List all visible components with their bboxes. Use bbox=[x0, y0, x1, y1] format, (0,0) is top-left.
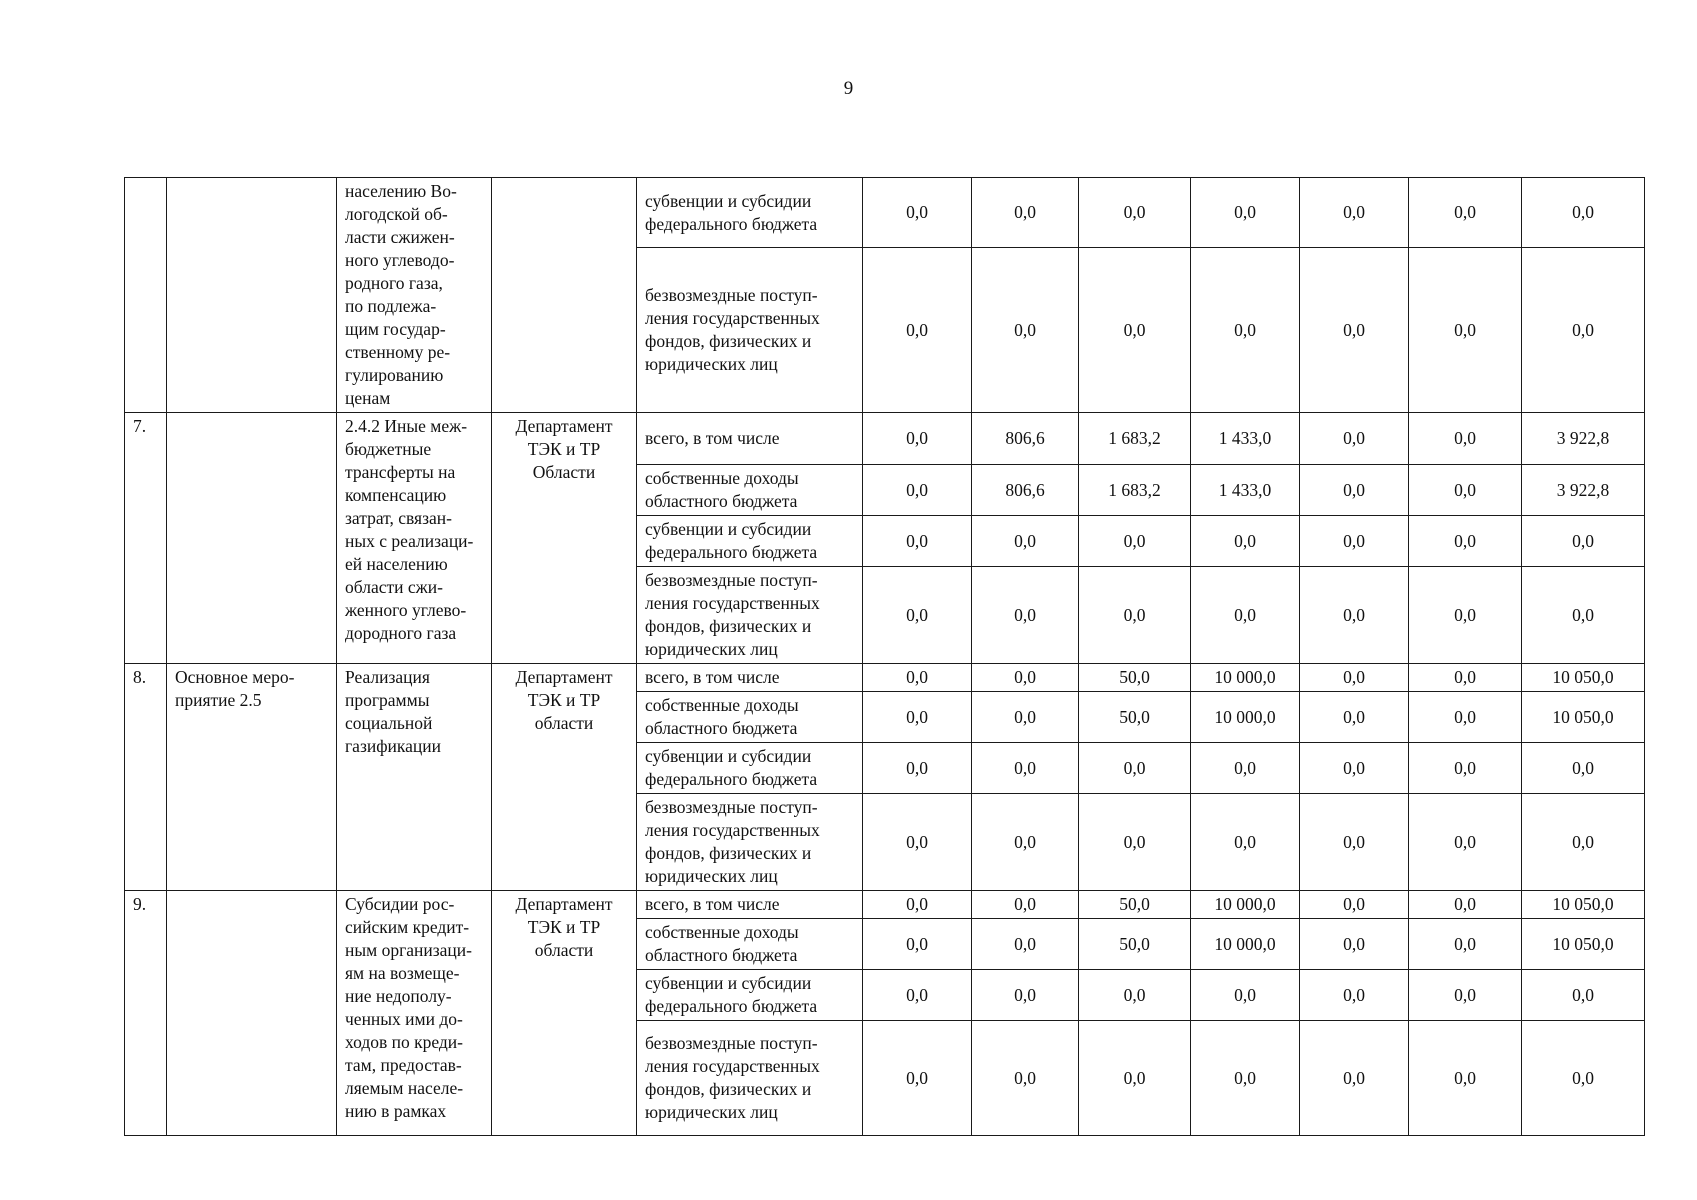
amount-cell: 0,0 bbox=[1300, 1021, 1409, 1136]
amount-cell: 3 922,8 bbox=[1522, 465, 1645, 516]
amount-cell: 0,0 bbox=[1300, 692, 1409, 743]
event-cell bbox=[167, 178, 337, 413]
amount-cell: 0,0 bbox=[1191, 178, 1300, 248]
funding-source-cell bbox=[637, 465, 863, 516]
amount-cell: 0,0 bbox=[863, 919, 972, 970]
funding-source-cell bbox=[637, 178, 863, 248]
funding-source-cell bbox=[637, 970, 863, 1021]
program-name-cell: 2.4.2 Иные меж- бюджетные трансферты на компенсацию затрат, связан- ных с реализаци- ей населению области сжи- женного углево- дородного газа bbox=[337, 413, 492, 664]
amount-cell: 0,0 bbox=[1409, 567, 1522, 664]
amount-cell: 0,0 bbox=[1522, 743, 1645, 794]
amount-cell: 0,0 bbox=[1300, 465, 1409, 516]
program-name-cell: Субсидии рос- сийским кредит- ным организаци- ям на возмеще- ние недополу- ченных ими до- ходов по креди- там, предостав- ляемым населе- нию в рамках bbox=[337, 891, 492, 1136]
amount-cell: 0,0 bbox=[1191, 567, 1300, 664]
amount-cell: 0,0 bbox=[1191, 1021, 1300, 1136]
funding-source-cell bbox=[637, 664, 863, 692]
department-cell: Департамент ТЭК и ТР Области bbox=[492, 413, 637, 664]
amount-cell: 0,0 bbox=[972, 891, 1079, 919]
amount-cell: 0,0 bbox=[1522, 516, 1645, 567]
funding-source-label: собственные доходы областного бюджета bbox=[645, 922, 799, 965]
funding-source-label: безвозмездные поступ- ления государственных фондов, физических и юридических лиц bbox=[645, 797, 820, 886]
amount-cell: 0,0 bbox=[1191, 248, 1300, 413]
amount-cell: 0,0 bbox=[863, 743, 972, 794]
funding-source-label: собственные доходы областного бюджета bbox=[645, 468, 799, 511]
amount-cell: 0,0 bbox=[1079, 248, 1191, 413]
funding-source-cell bbox=[637, 794, 863, 891]
department-cell bbox=[492, 178, 637, 413]
amount-cell: 0,0 bbox=[863, 248, 972, 413]
amount-cell: 0,0 bbox=[1300, 970, 1409, 1021]
amount-cell: 0,0 bbox=[1300, 794, 1409, 891]
amount-cell: 0,0 bbox=[1409, 465, 1522, 516]
funding-source-label: субвенции и субсидии федерального бюджета bbox=[645, 746, 818, 789]
funding-source-label: всего, в том числе bbox=[645, 894, 780, 914]
amount-cell: 0,0 bbox=[972, 743, 1079, 794]
funding-source-label: безвозмездные поступ- ления государственных фондов, физических и юридических лиц bbox=[645, 285, 820, 374]
amount-cell: 0,0 bbox=[1409, 516, 1522, 567]
amount-cell: 10 000,0 bbox=[1191, 919, 1300, 970]
amount-cell: 0,0 bbox=[863, 664, 972, 692]
amount-cell: 0,0 bbox=[1522, 1021, 1645, 1136]
amount-cell: 0,0 bbox=[972, 248, 1079, 413]
amount-cell: 0,0 bbox=[1409, 794, 1522, 891]
program-name-cell: Реализация программы социальной газификации bbox=[337, 664, 492, 891]
amount-cell: 0,0 bbox=[1079, 743, 1191, 794]
funding-source-label: безвозмездные поступ- ления государственных фондов, физических и юридических лиц bbox=[645, 1033, 820, 1122]
funding-source-label: субвенции и субсидии федерального бюджета bbox=[645, 973, 818, 1016]
amount-cell: 0,0 bbox=[1522, 567, 1645, 664]
amount-cell: 0,0 bbox=[863, 1021, 972, 1136]
amount-cell: 0,0 bbox=[1191, 516, 1300, 567]
budget-table bbox=[124, 177, 1645, 1136]
amount-cell: 0,0 bbox=[863, 567, 972, 664]
amount-cell: 0,0 bbox=[1079, 794, 1191, 891]
table-row bbox=[125, 891, 1645, 919]
amount-cell: 0,0 bbox=[1300, 919, 1409, 970]
amount-cell: 0,0 bbox=[972, 567, 1079, 664]
amount-cell: 50,0 bbox=[1079, 919, 1191, 970]
amount-cell: 0,0 bbox=[1300, 664, 1409, 692]
amount-cell: 0,0 bbox=[1409, 919, 1522, 970]
funding-source-cell bbox=[637, 248, 863, 413]
funding-source-label: субвенции и субсидии федерального бюджета bbox=[645, 519, 818, 562]
amount-cell: 0,0 bbox=[863, 413, 972, 465]
amount-cell: 0,0 bbox=[1300, 567, 1409, 664]
event-cell: Основное меро- приятие 2.5 bbox=[167, 664, 337, 891]
table-row bbox=[125, 664, 1645, 692]
amount-cell: 50,0 bbox=[1079, 692, 1191, 743]
amount-cell: 0,0 bbox=[863, 692, 972, 743]
funding-source-label: субвенции и субсидии федерального бюджета bbox=[645, 190, 818, 234]
amount-cell: 0,0 bbox=[1409, 178, 1522, 248]
amount-cell: 0,0 bbox=[863, 178, 972, 248]
amount-cell: 50,0 bbox=[1079, 891, 1191, 919]
amount-cell: 0,0 bbox=[1300, 178, 1409, 248]
amount-cell: 0,0 bbox=[863, 891, 972, 919]
amount-cell: 0,0 bbox=[972, 516, 1079, 567]
department-cell: Департамент ТЭК и ТР области bbox=[492, 664, 637, 891]
amount-cell: 806,6 bbox=[972, 465, 1079, 516]
funding-source-label: собственные доходы областного бюджета bbox=[645, 695, 799, 738]
amount-cell: 0,0 bbox=[1191, 794, 1300, 891]
event-cell bbox=[167, 413, 337, 664]
amount-cell: 0,0 bbox=[972, 919, 1079, 970]
funding-source-cell bbox=[637, 1021, 863, 1136]
amount-cell: 0,0 bbox=[1522, 248, 1645, 413]
amount-cell: 0,0 bbox=[1409, 743, 1522, 794]
page-number: 9 bbox=[843, 78, 854, 99]
funding-source-label: всего, в том числе bbox=[645, 428, 780, 448]
amount-cell: 0,0 bbox=[863, 970, 972, 1021]
amount-cell: 0,0 bbox=[1079, 178, 1191, 248]
row-number-cell: 7. bbox=[125, 413, 167, 664]
event-cell bbox=[167, 891, 337, 1136]
amount-cell: 0,0 bbox=[1079, 567, 1191, 664]
funding-source-cell bbox=[637, 567, 863, 664]
amount-cell: 0,0 bbox=[1409, 1021, 1522, 1136]
amount-cell: 0,0 bbox=[972, 970, 1079, 1021]
amount-cell: 0,0 bbox=[1522, 970, 1645, 1021]
row-number-cell: 8. bbox=[125, 664, 167, 891]
funding-source-cell bbox=[637, 692, 863, 743]
amount-cell: 0,0 bbox=[1409, 248, 1522, 413]
funding-source-cell bbox=[637, 413, 863, 465]
amount-cell: 0,0 bbox=[1522, 794, 1645, 891]
amount-cell: 0,0 bbox=[972, 664, 1079, 692]
amount-cell: 0,0 bbox=[1409, 413, 1522, 465]
funding-source-cell bbox=[637, 891, 863, 919]
amount-cell: 0,0 bbox=[1300, 516, 1409, 567]
funding-source-cell bbox=[637, 919, 863, 970]
amount-cell: 0,0 bbox=[1300, 743, 1409, 794]
amount-cell: 1 683,2 bbox=[1079, 465, 1191, 516]
amount-cell: 0,0 bbox=[1409, 891, 1522, 919]
program-name-cell: населению Во- логодской об- ласти сжижен- ного углеводо- родного газа, по подлежа- щим государ- ственному ре- гулированию ценам bbox=[337, 178, 492, 413]
amount-cell: 0,0 bbox=[972, 178, 1079, 248]
amount-cell: 0,0 bbox=[972, 1021, 1079, 1136]
amount-cell: 10 000,0 bbox=[1191, 891, 1300, 919]
funding-source-label: всего, в том числе bbox=[645, 667, 780, 687]
amount-cell: 0,0 bbox=[863, 465, 972, 516]
amount-cell: 10 000,0 bbox=[1191, 692, 1300, 743]
amount-cell: 1 433,0 bbox=[1191, 413, 1300, 465]
amount-cell: 806,6 bbox=[972, 413, 1079, 465]
amount-cell: 0,0 bbox=[1079, 516, 1191, 567]
amount-cell: 0,0 bbox=[1300, 891, 1409, 919]
amount-cell: 0,0 bbox=[1079, 1021, 1191, 1136]
amount-cell: 50,0 bbox=[1079, 664, 1191, 692]
amount-cell: 10 050,0 bbox=[1522, 919, 1645, 970]
amount-cell: 0,0 bbox=[1079, 970, 1191, 1021]
funding-source-cell bbox=[637, 516, 863, 567]
amount-cell: 0,0 bbox=[1300, 248, 1409, 413]
funding-source-cell bbox=[637, 743, 863, 794]
department-cell: Департамент ТЭК и ТР области bbox=[492, 891, 637, 1136]
amount-cell: 10 000,0 bbox=[1191, 664, 1300, 692]
amount-cell: 0,0 bbox=[1409, 664, 1522, 692]
amount-cell: 0,0 bbox=[1409, 970, 1522, 1021]
amount-cell: 0,0 bbox=[1300, 413, 1409, 465]
table-row bbox=[125, 413, 1645, 465]
funding-source-label: безвозмездные поступ- ления государственных фондов, физических и юридических лиц bbox=[645, 570, 820, 659]
amount-cell: 1 683,2 bbox=[1079, 413, 1191, 465]
amount-cell: 0,0 bbox=[1191, 970, 1300, 1021]
amount-cell: 0,0 bbox=[863, 516, 972, 567]
amount-cell: 10 050,0 bbox=[1522, 692, 1645, 743]
amount-cell: 0,0 bbox=[972, 794, 1079, 891]
amount-cell: 3 922,8 bbox=[1522, 413, 1645, 465]
table-row bbox=[125, 178, 1645, 248]
amount-cell: 10 050,0 bbox=[1522, 891, 1645, 919]
amount-cell: 0,0 bbox=[863, 794, 972, 891]
amount-cell: 0,0 bbox=[1522, 178, 1645, 248]
amount-cell: 1 433,0 bbox=[1191, 465, 1300, 516]
row-number-cell: 9. bbox=[125, 891, 167, 1136]
amount-cell: 0,0 bbox=[1191, 743, 1300, 794]
row-number-cell bbox=[125, 178, 167, 413]
amount-cell: 0,0 bbox=[1409, 692, 1522, 743]
amount-cell: 0,0 bbox=[972, 692, 1079, 743]
amount-cell: 10 050,0 bbox=[1522, 664, 1645, 692]
